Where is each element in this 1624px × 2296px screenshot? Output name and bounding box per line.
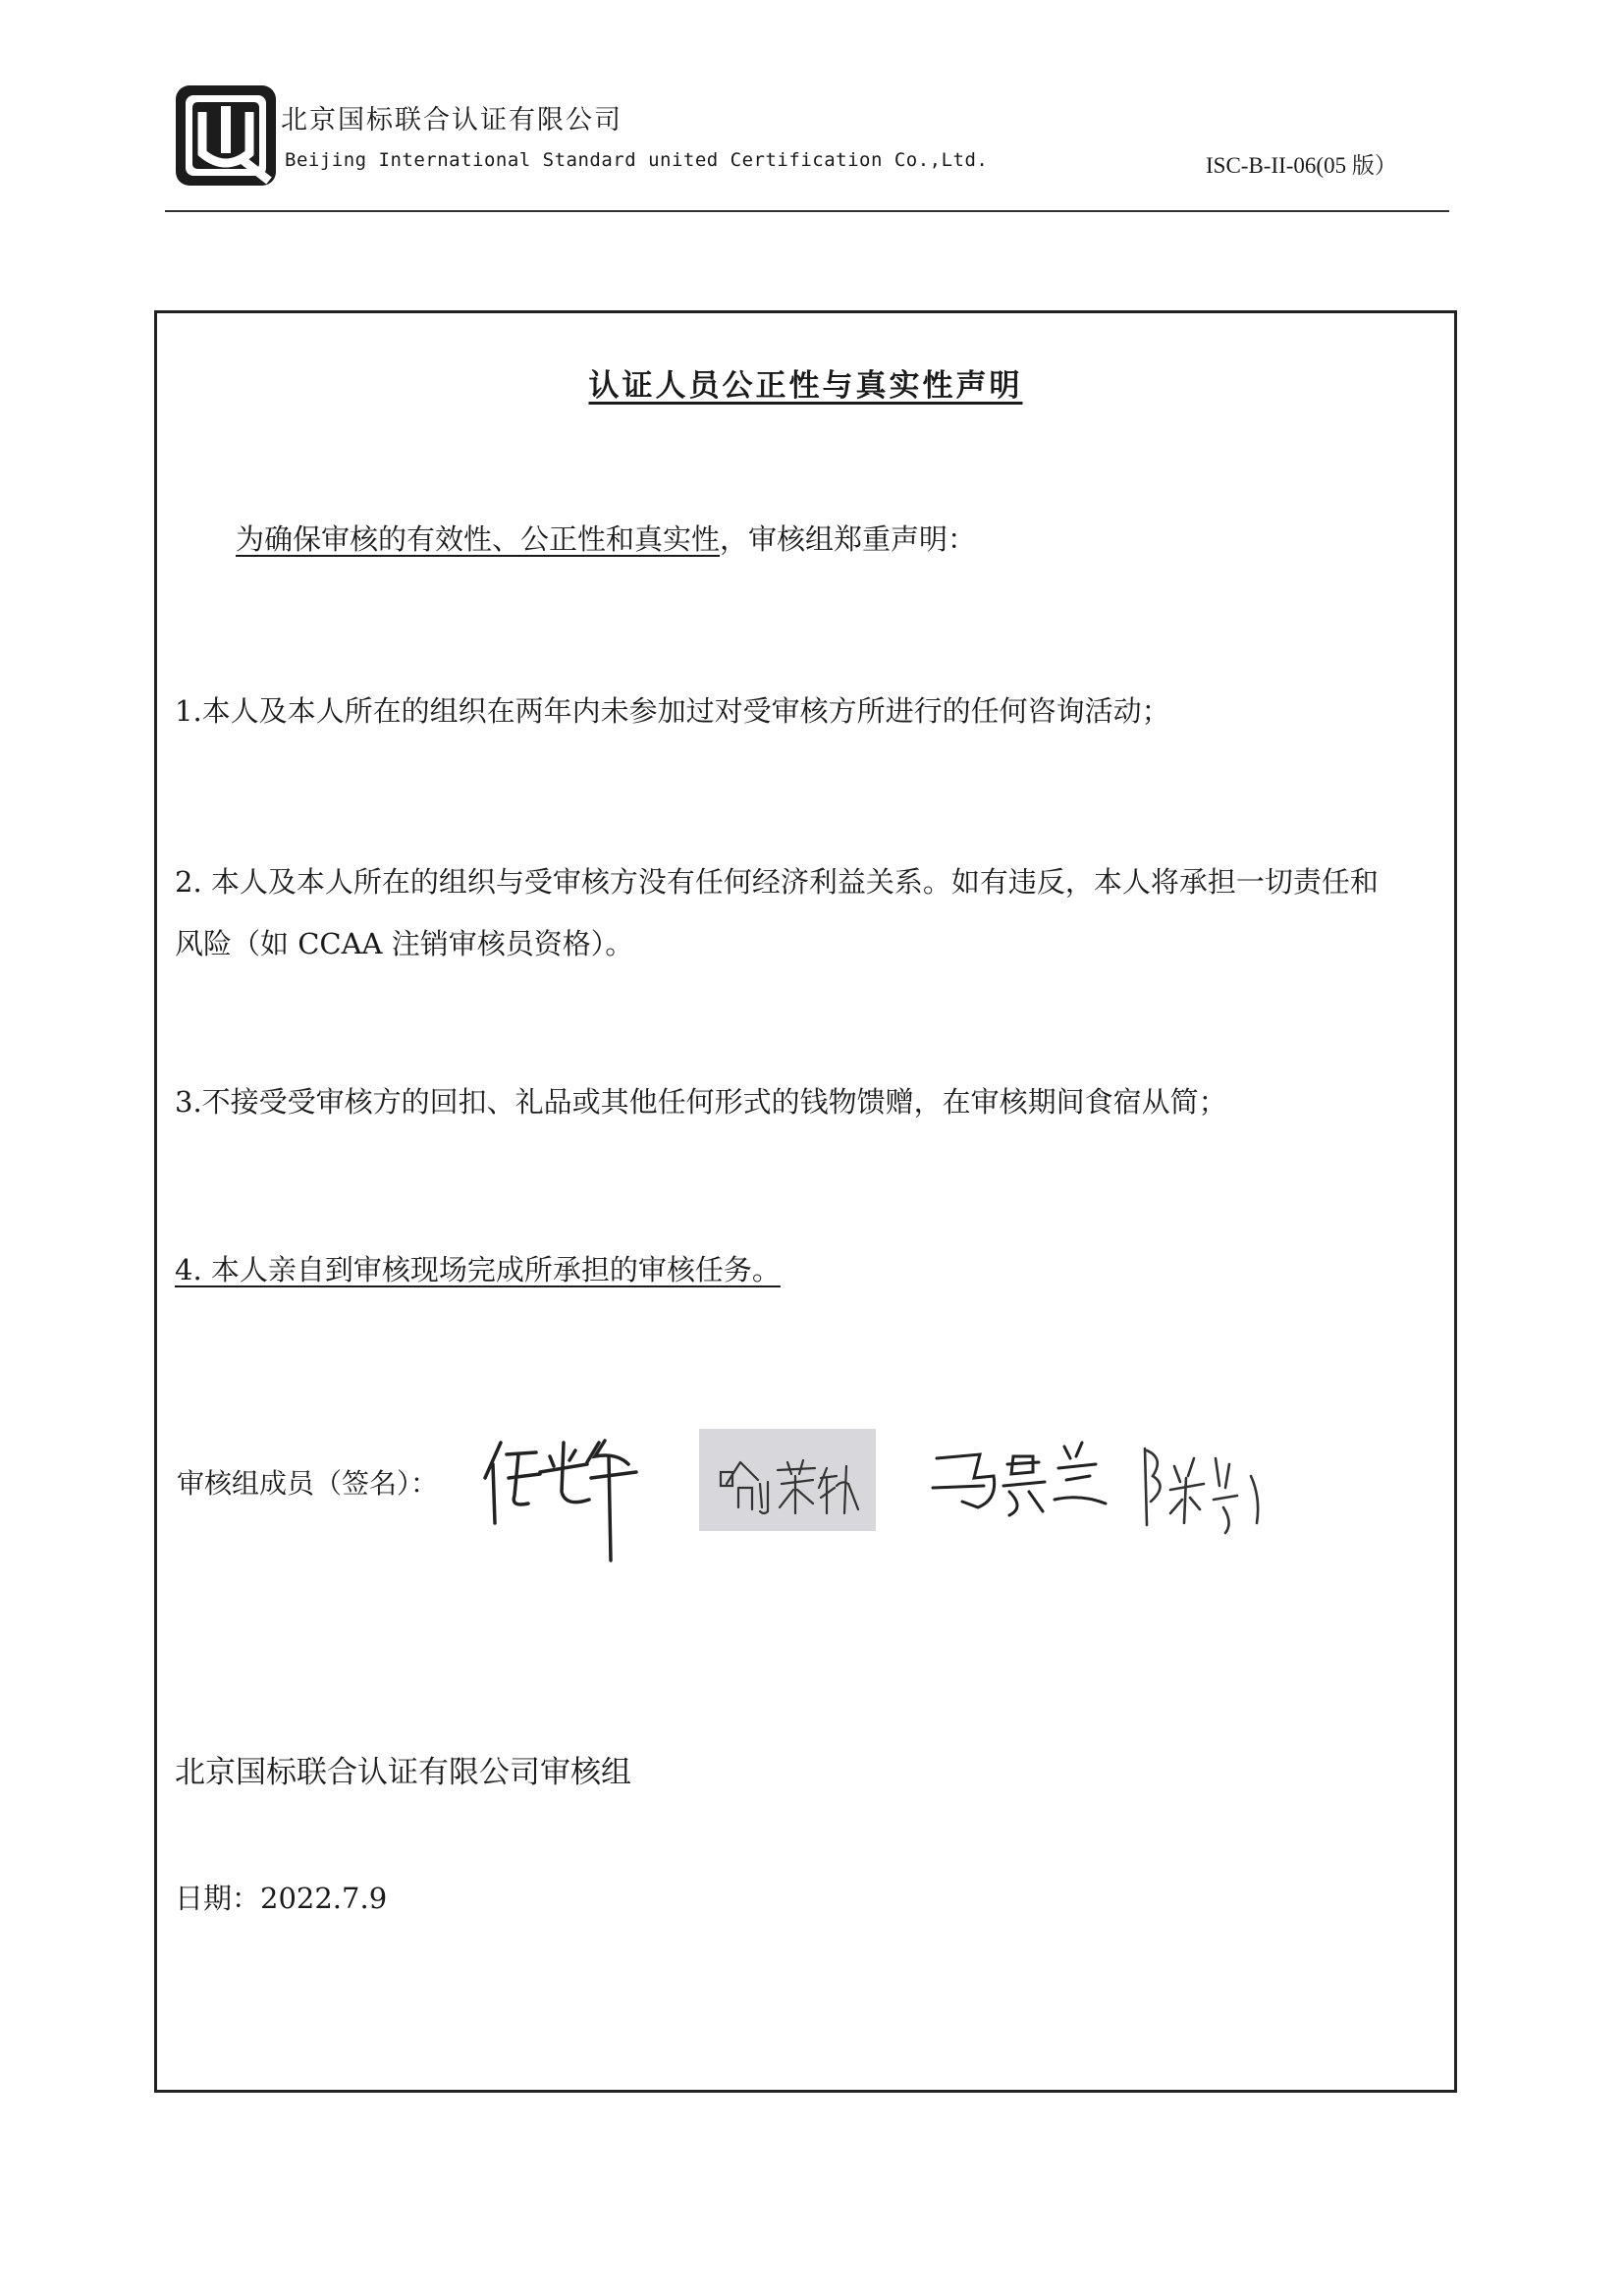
- signature-4: [1135, 1429, 1272, 1547]
- clause-2-line-1: 2. 本人及本人所在的组织与受审核方没有任何经济利益关系。如有违反，本人将承担一切责任和: [175, 865, 1379, 899]
- signature-3: [923, 1417, 1119, 1535]
- statement-date: 日期：2022.7.9: [175, 1882, 388, 1915]
- header-divider: [165, 210, 1449, 212]
- clause-3: 3.不接受受审核方的回扣、礼品或其他任何形式的钱物馈赠，在审核期间食宿从简；: [175, 1085, 1227, 1119]
- clause-1: 1.本人及本人所在的组织在两年内未参加过对受审核方所进行的任何咨询活动；: [175, 694, 1170, 728]
- company-name-cn: 北京国标联合认证有限公司: [281, 105, 623, 136]
- document-code: ISC-B-II-06(05 版）: [1206, 153, 1397, 178]
- signature-2-box: [699, 1429, 876, 1531]
- clause-4: 4. 本人亲自到审核现场完成所承担的审核任务。: [175, 1253, 781, 1286]
- company-name-en: Beijing International Standard united Certification Co.,Ltd.: [285, 149, 989, 171]
- clause-2-line-2: 风险（如 CCAA 注销审核员资格）。: [175, 927, 634, 960]
- signature-1: [471, 1413, 668, 1580]
- document-header: [0, 0, 1624, 226]
- audit-team-name: 北京国标联合认证有限公司审核组: [175, 1755, 631, 1790]
- intro-rest: ，审核组郑重声明：: [720, 522, 977, 556]
- signature-2: [699, 1429, 876, 1531]
- statement-intro: [236, 518, 976, 558]
- biss-logo: [173, 82, 279, 189]
- statement-title: [157, 360, 1454, 405]
- clause-2: [175, 851, 1379, 975]
- statement-frame: [154, 310, 1457, 2093]
- intro-underlined: 为确保审核的有效性、公正性和真实性: [236, 522, 721, 556]
- signature-label: 审核组成员（签名）：: [177, 1467, 439, 1500]
- statement-title-text: 认证人员公正性与真实性声明: [588, 368, 1023, 404]
